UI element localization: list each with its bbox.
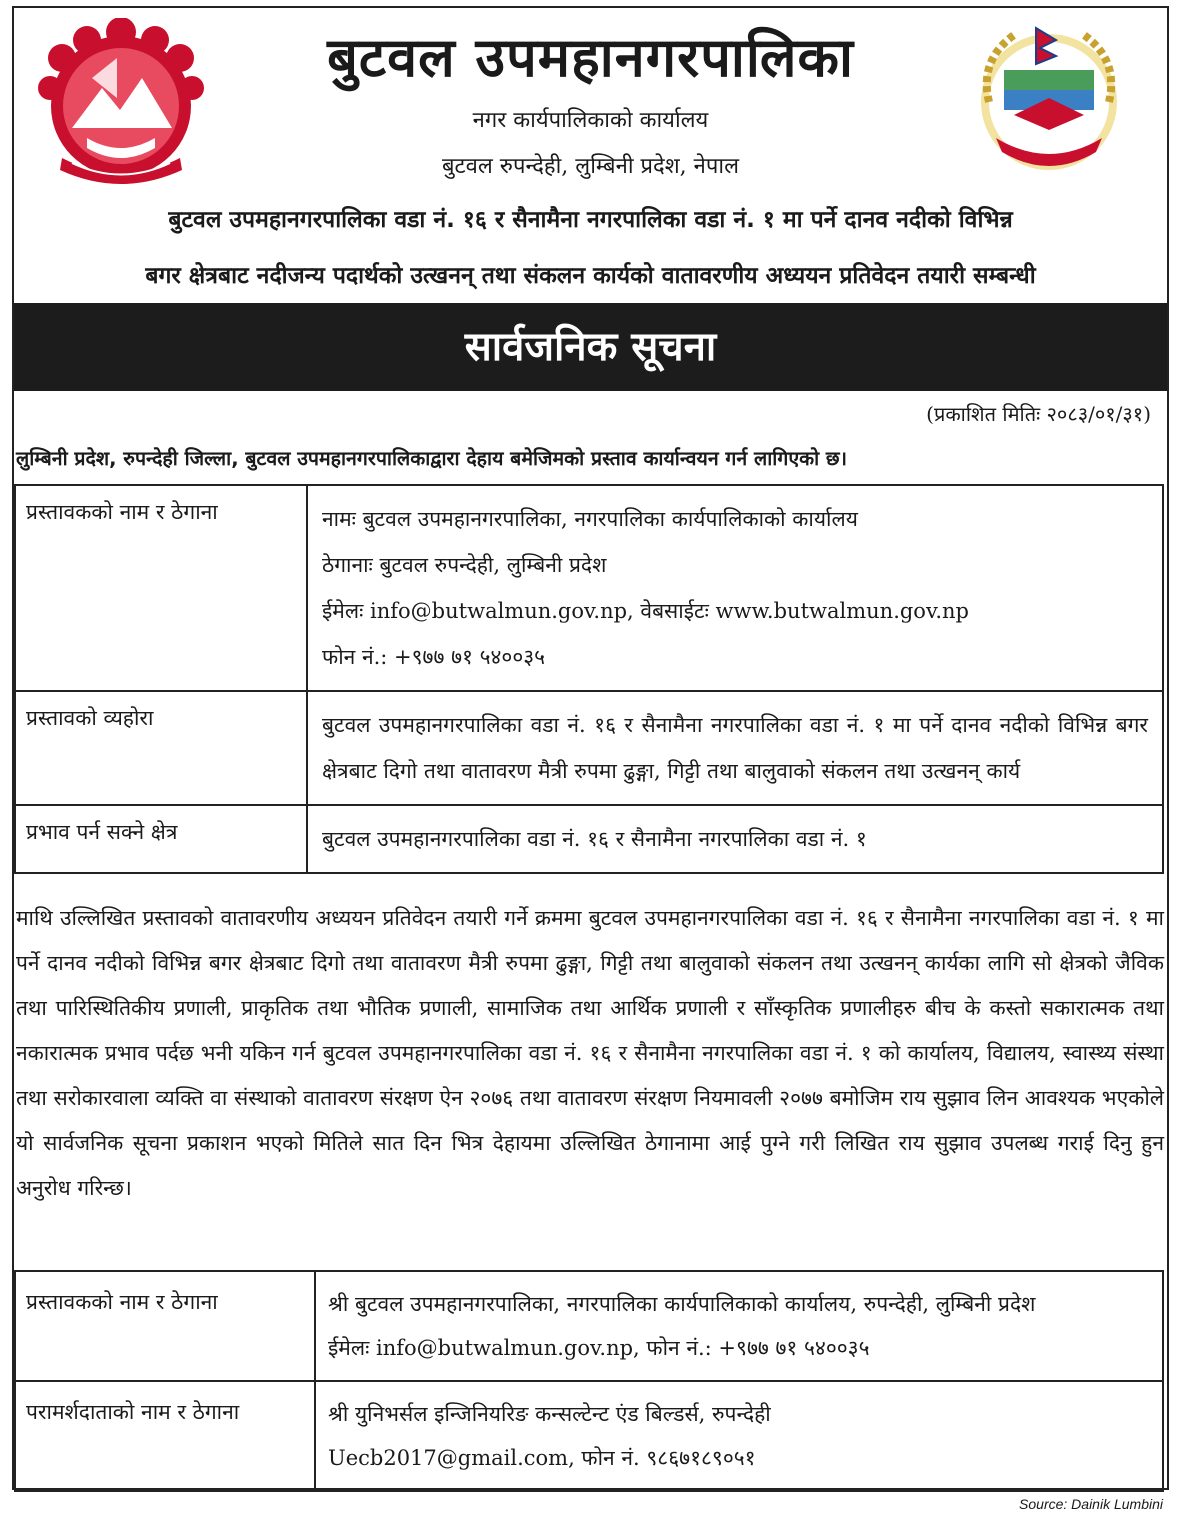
source-credit: Source: Dainik Lumbini <box>1019 1496 1163 1512</box>
butwal-seal-icon <box>974 20 1124 185</box>
proponent-phone: फोन नं.: +९७७ ७१ ५४००३५ <box>322 645 546 669</box>
consultant-label: परामर्शदाताको नाम र ठेगाना <box>15 1381 315 1491</box>
proponent-contact-line-1: श्री बुटवल उपमहानगरपालिका, नगरपालिका कार्यपालिकाको कार्यालय, रुपन्देही, लुम्बिनी प्रदेश <box>328 1292 1036 1316</box>
table-row <box>15 485 1163 691</box>
affected-area-label: प्रभाव पर्न सक्ने क्षेत्र <box>15 805 307 873</box>
office-address: बुटवल रुपन्देही, लुम्बिनी प्रदेश, नेपाल <box>442 154 739 179</box>
office-name: नगर कार्यपालिकाको कार्यालय <box>472 108 709 133</box>
proposal-subject-value: बुटवल उपमहानगरपालिका वडा नं. १६ र सैनामैना नगरपालिका वडा नं. १ मा पर्ने दानव नदीको विभिन्न बगर क्षेत्रबाट दिगो तथा वातावरण मैत्री रुपमा ढुङ्गा, गिट्टी तथा बालुवाको संकलन तथा उत्खनन् कार्य <box>307 691 1163 805</box>
affected-area-value: बुटवल उपमहानगरपालिका वडा नं. १६ र सैनामैना नगरपालिका वडा नं. १ <box>307 805 1163 873</box>
heading-line-2: बगर क्षेत्रबाट नदीजन्य पदार्थको उत्खनन् तथा संकलन कार्यको वातावरणीय अध्ययन प्रतिवेदन तयारी सम्बन्धी <box>145 263 1036 289</box>
consultant-contact <box>315 1381 1163 1491</box>
notice-frame <box>12 6 1169 1490</box>
intro-text: लुम्बिनी प्रदेश, रुपन्देही जिल्ला, बुटवल उपमहानगरपालिकाद्वारा देहाय बमेजिमको प्रस्ताव कार्यान्वयन गर्न लागिएको छ। <box>16 447 847 470</box>
proposal-table <box>14 484 1164 874</box>
public-notice-banner: सार्वजनिक सूचना <box>14 303 1167 391</box>
proponent-contact <box>315 1271 1163 1381</box>
proponent-name: नामः बुटवल उपमहानगरपालिका, नगरपालिका कार्यपालिकाको कार्यालय <box>322 507 858 531</box>
table-row <box>15 691 1163 805</box>
proponent-contact-line-2: ईमेलः info@butwalmun.gov.np, फोन नं.: +९७७ ७१ ५४००३५ <box>328 1336 870 1360</box>
proponent-email-website: ईमेलः info@butwalmun.gov.np, वेबसाईटः www.butwalmun.gov.np <box>322 599 969 623</box>
published-date: (प्रकाशित मितिः २०८३/०१/३१) <box>926 402 1151 426</box>
table-row <box>15 1271 1163 1381</box>
table-row <box>15 805 1163 873</box>
proponent-details <box>307 485 1163 691</box>
notice-header <box>14 8 1167 303</box>
municipality-title: बुटवल उपमहानगरपालिका <box>327 26 854 89</box>
proponent-label: प्रस्तावकको नाम र ठेगाना <box>15 1271 315 1381</box>
proponent-address: ठेगानाः बुटवल रुपन्देही, लुम्बिनी प्रदेश <box>322 553 607 577</box>
proposal-subject-label: प्रस्तावको व्यहोरा <box>15 691 307 805</box>
proponent-label: प्रस्तावकको नाम र ठेगाना <box>15 485 307 691</box>
table-row <box>15 1381 1163 1491</box>
consultant-contact-line-2: Uecb2017@gmail.com, फोन नं. ९८६७१८९०५१ <box>328 1446 756 1470</box>
consultant-contact-line-1: श्री युनिभर्सल इन्जिनियरिङ कन्सल्टेन्ट एंड बिल्डर्स, रुपन्देही <box>328 1402 771 1426</box>
notice-body-paragraph: माथि उल्लिखित प्रस्तावको वातावरणीय अध्ययन प्रतिवेदन तयारी गर्ने क्रममा बुटवल उपमहानगरपालिका वडा नं. १६ र सैनामैना नगरपालिका वडा नं. १ मा पर्ने दानव नदीको विभिन्न बगर क्षेत्रबाट दिगो तथा वातावरण मैत्री रुपमा ढुङ्गा, गिट्टी तथा बालुवाको संकलन तथा उत्खनन् कार्यका लागि सो क्षेत्रको जैविक तथा पारिस्थितिकीय प्रणाली, प्राकृतिक तथा भौतिक प्रणाली, सामाजिक तथा आर्थिक प्रणाली र साँस्कृतिक प्रणालीहरु बीच के कस्तो सकारात्मक तथा नकारात्मक प्रभाव पर्दछ भनी यकिन गर्न बुटवल उपमहानगरपालिका वडा नं. १६ र सैनामैना नगरपालिका वडा नं. १ को कार्यालय, विद्यालय, स्वास्थ्य संस्था तथा सरोकारवाला व्यक्ति वा संस्थाको वातावरण संरक्षण ऐन २०७६ तथा वातावरण संरक्षण नियमावली २०७७ बमोजिम राय सुझाव लिन आवश्यक भएकोले यो सार्वजनिक सूचना प्रकाशन भएको मितिले सात दिन भित्र देहायमा उल्लिखित ठेगानामा आई पुग्ने गरी लिखित राय सुझाव उपलब्ध गराई दिनु हुन अनुरोध गरिन्छ। <box>16 906 1164 1200</box>
heading-line-1: बुटवल उपमहानगरपालिका वडा नं. १६ र सैनामैना नगरपालिका वडा नं. १ मा पर्ने दानव नदीको विभिन्न <box>168 207 1013 233</box>
contact-table <box>14 1270 1164 1492</box>
